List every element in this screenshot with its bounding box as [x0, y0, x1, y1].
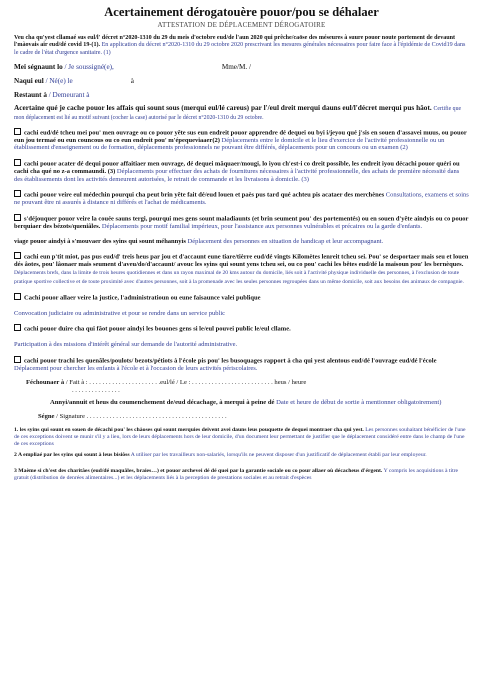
signature-start-time[interactable] — [14, 399, 469, 407]
signature-made-label: Féchounaer à — [26, 379, 65, 387]
reason-item-school — [14, 356, 469, 373]
reason-item-exercise — [14, 252, 469, 286]
reason-health-jerriais: cachi pouor veire eul médechin pourqui cha peut brin yête fait dé/eud louen et paès pus tard qué achteu pis acataer des merchènes — [24, 191, 385, 199]
reason-justice-jerriais: Cachi pouor allaer veire la justice, l'administratioun ou eune faisaunce valei publique — [24, 294, 261, 302]
footnote-1 — [14, 427, 469, 447]
reason-work-french: Déplacements entre le domicile et le lieu d'exercice de l'activité professionnelle ou un établissement d'enseignement ou de formation, déplacements professionnels ne pouvant être différés, déplacements pour un concours ou un examen (2) — [14, 136, 445, 152]
reason-item-family — [14, 214, 469, 231]
intro-french: En application du décret n°2020-1310 du 29 octobre 2020 prescrivant les mesures générales nécessaires pour faire face à l'épidémie de Covid19 dans le cadre de l'état d'urgence sanitaire. (1) — [14, 42, 466, 56]
signature-field[interactable] — [14, 413, 469, 421]
reason-item-mission — [14, 324, 469, 348]
checkbox-health[interactable] — [14, 190, 21, 197]
reason-school-french: Déplacement pour chercher les enfants à l'école et à l'occasion de leurs activités périscolaires. — [14, 364, 258, 372]
field-address[interactable] — [14, 90, 469, 100]
reason-exercise-jerriais: cachi eun p'tit miot, pas pus eud/d' treis heus par jou et d'accaunt eune tiare/tièrre eud/dé vingts Kilomètes lenreit tcheu sei. Pou' se desportaer mais seu et louen dés âotes, pou' lâonaer mais seument d'aveu/do/d'accaunt/ avouc les syins qui sount yens tcheu sei, ou co pou' cachi les bêtes eud/dé la maisoun pou' les bernèques. — [14, 253, 469, 269]
field-name-label: Mei ségnaunt lo — [14, 62, 63, 71]
certify-jerriais: Acertaine qué je cache pouor les affais qui sount sous (merqui eul/lé careus) par l'/eul dreit merqui dauns eul/l'décret merqui pus hâot. — [14, 102, 432, 112]
reason-exercise-french: Déplacements brefs, dans la limite de trois heures quotidiennes et dans un rayon maximal de 20 kms autour du domicile, liés soit à l'activité physique individuelle des personnes, à l'exclusion de toute pratique sportive collective et de toute proximité avec d'autres personnes, soit à la promenade avec les seules personnes regroupées dans un même domicile, soit aux besoins des animaux de compagnie. — [14, 269, 464, 285]
checkbox-shopping[interactable] — [14, 159, 21, 166]
signature-made-fr: / Fait à : . . . . . . . . . . . . . . . . . . . . . .eul/lé / Le : . . . . . . . . . . . . . . . . . . . . . . . . . heus / heure — [65, 379, 307, 387]
certify-paragraph — [14, 104, 469, 123]
field-address-label: Restaunt à — [14, 90, 47, 99]
intro-paragraph — [14, 35, 469, 57]
reason-item-work — [14, 128, 469, 152]
reason-mission-jerriais: cachi pouor duire cha qui fâot pouor aindyi les bouones gens si le/eul pouvei public le/eul cllame. — [24, 325, 291, 333]
field-name-label-fr: / Je soussigné(e), — [64, 62, 114, 71]
reason-item-handicap — [14, 238, 469, 246]
footnote-3-french: Y compris les acquisitions à titre gratuit (distribution de denrées alimentaires...) et les déplacements liés à la perception de prestations sociales et au retrait d'espèces — [14, 468, 459, 481]
field-name[interactable] — [14, 62, 469, 72]
signature-start-label: Annyi/annuit et heus du coumenchement de/eud décachage, à merqui à peine dé — [50, 399, 275, 407]
field-birth-at: à — [130, 76, 134, 85]
footnote-3-jerriais: 3 Maème si ch'est des charitâes (eud/dé maquâles, braies…) et pouor archevei dé dé quei par la garantie sociale ou co pour allaer où décacheus d'érgent. — [14, 468, 383, 475]
reason-shopping-jerriais: cachi pouor acater dé dequi pouor affaitiaer men ouvrage, dé dequei mâquaer/mougi, lo iyou ch'est-i co dreit possible, les endreit iyou décachi pouor quéri ou cachi cha qué no z-a commaundi. (3) — [14, 160, 460, 176]
footnote-1-jerriais: 1. les syins qui sount en souen de décachi pou' les chàoses qui sount merquies deivent avei dauns leus pouquette de dequei montraer cha qui yest. — [14, 427, 364, 434]
reason-work-jerriais: cachi eud/dé tcheu mei pou' men ouvrage ou co pouor yête sus eun endreit pouor apprendre dé dequei ou byi i/jeyou qué j'sis en souen d'assavei muus, ou pouor eun jou termaé ou eun councous ou co eun endreit pou' m'épequeviaaer(2) — [14, 129, 467, 144]
reason-school-jerriais: cachi pouor trachi les quenâles/poulots/ bezots/pétiots à l'école pis pou' les busoquages rapport à cha qui yest alentous eud/dé l'ouvrage eud/dé l'école — [24, 357, 437, 365]
checkbox-exercise[interactable] — [14, 252, 21, 259]
signature-label: Ségne — [38, 413, 55, 421]
reason-mission-french: Participation à des missions d'intérêt général sur demande de l'autorité administrative. — [14, 341, 238, 349]
field-birth-label-fr: / Né(e) le — [45, 76, 73, 85]
reason-family-french: Déplacements pour motif familial impérieux, pour l'assistance aux personnes vulnérables et précaires ou la garde d'enfants. — [101, 223, 423, 231]
reason-handicap-french: Déplacement des personnes en situation de handicap et leur accompagnant. — [187, 237, 384, 245]
checkbox-work[interactable] — [14, 128, 21, 135]
intro-jerriais: Veu cha qu'yest cllamaé sus eul/l' décret n°2020-1310 du 29 du meis d'octobre eud/de l'aun 2020 qui prêche/caöse des méseures à suure pouor noute portement de devaunt l'màovais air eud/dé covid 19-(1). — [14, 35, 456, 49]
checkbox-family[interactable] — [14, 214, 21, 221]
footnote-2 — [14, 452, 469, 459]
footnote-2-french: A utiliser par les travailleurs non-salariés, lorsqu'ils ne peuvent disposer d'un justificatif de déplacement établi par leur employeur. — [130, 452, 427, 459]
field-name-mme: Mme/M. / — [221, 62, 251, 71]
reason-health-french: Consultations, examens et soins ne pouvant être ni assurés à distance ni différés et l'achat de médicaments. — [14, 191, 469, 207]
reason-handicap-jerriais: viage pouor aindyi à s'mouvaer des syins qui sount méhannyis — [14, 237, 186, 245]
reason-item-health — [14, 190, 469, 207]
field-birth-label: Naqui eul — [14, 76, 44, 85]
reason-shopping-french: Déplacements pour effectuer des achats de fournitures nécessaires à l'activité professionnelle, des achats de première nécessité dans des établissements dont les activités demeurent autorisées, le retrait de commande et les livraisons à domicile. (3) — [14, 168, 460, 183]
signature-made-at[interactable] — [14, 379, 469, 387]
checkbox-school[interactable] — [14, 356, 21, 363]
reason-family-jerriais: s'déjouquer pouor veire la couée sauns tergi, pourqui mes gens sount maladiaunts (et brin seument pou' des portementés) ou en souen d'yête aindyis ou co pouor berquiaer des bézots/queniâles. — [14, 215, 469, 231]
checkbox-mission[interactable] — [14, 324, 21, 331]
reason-item-justice — [14, 293, 469, 317]
footnote-3 — [14, 468, 469, 481]
reason-item-shopping — [14, 159, 469, 183]
checkbox-justice[interactable] — [14, 293, 21, 300]
signature-dots: . . . . . . . . . . . . . . . — [72, 387, 120, 395]
certify-french: Certifie que mon déplacement est lié au motif suivant (cocher la case) autorisé par le décret n°2020-1310 du 29 octobre. — [14, 105, 462, 122]
reason-justice-french: Convocation judiciaire ou administrative et pour se rendre dans un service public — [14, 309, 226, 317]
field-birth[interactable] — [14, 76, 469, 86]
footnote-2-jerriais: 2 A empliaé par les syins qui sount à leus bisiôss — [14, 452, 130, 459]
page-subtitle: ATTESTATION DE DÉPLACEMENT DÉROGATOIRE — [157, 21, 326, 29]
signature-start-fr: Date et heure de début de sortie à mentionner obligatoirement) — [276, 399, 442, 407]
field-address-label-fr: / Demeurant à — [48, 90, 90, 99]
signature-label-fr: / Signature . . . . . . . . . . . . . . . . . . . . . . . . . . . . . . . . . . . . . . . . . . . — [56, 413, 227, 421]
page-title: Acertainement dérogatouère pouor/pou se déhalaer — [104, 5, 379, 19]
footnote-1-french: Les personnes souhaitant bénéficier de l'une de ces exceptions doivent se munir s'il y a lieu, lors de leurs déplacements hors de leur domicile, d'un document leur permettant de justifier que le déplacement considéré entre dans le champ de l'une de ces exceptions — [14, 427, 466, 447]
